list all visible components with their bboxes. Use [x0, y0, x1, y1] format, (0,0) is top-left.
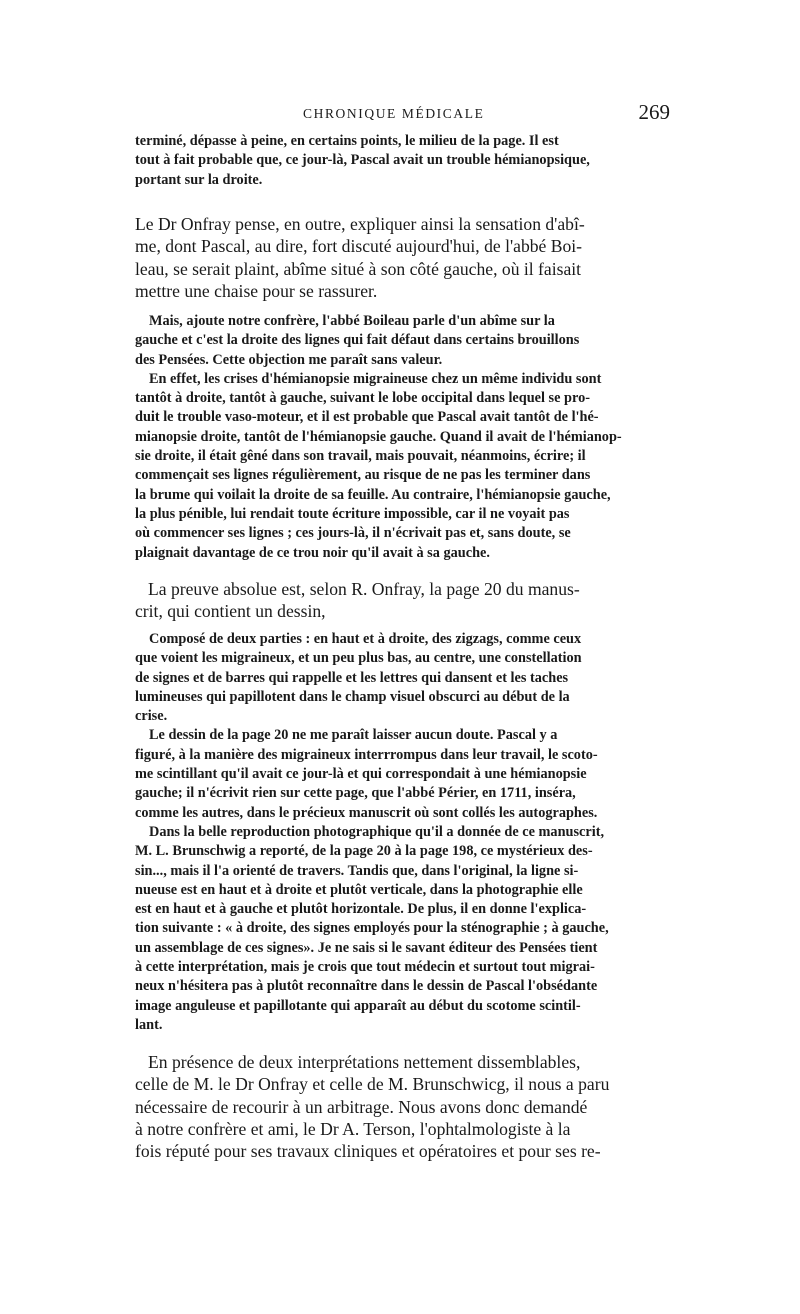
text-line: leau, se serait plaint, abîme situé à son côté gauche, où il faisait	[135, 258, 582, 279]
text-line: portant sur la droite.	[135, 171, 263, 188]
text-line: crise.	[135, 708, 168, 725]
text-line: tout à fait probable que, ce jour-là, Pascal avait un trouble hémianopsique,	[135, 152, 590, 169]
paragraph-1	[135, 132, 670, 190]
paragraph-6	[135, 1051, 670, 1162]
text-line: figuré, à la manière des migraineux interrrompus dans leur travail, le scoto-	[135, 746, 598, 763]
text-line: duit le trouble vaso-moteur, et il est probable que Pascal avait tantôt de l'hé-	[135, 409, 599, 426]
paragraph-4	[135, 578, 670, 623]
text-line: Composé de deux parties : en haut et à droite, des zigzags, comme ceux	[149, 631, 582, 647]
paragraph-2	[135, 213, 670, 302]
text-line: nueuse est en haut et à droite et plutôt verticale, dans la photographie elle	[135, 881, 583, 898]
text-line: me scintillant qu'il avait ce jour-là et qui correspondait à une hémianopsie	[135, 766, 587, 783]
text-line: à notre confrère et ami, le Dr A. Terson, l'ophtalmologiste à la	[135, 1118, 571, 1139]
text-line: commençait ses lignes régulièrement, au risque de ne pas les terminer dans	[135, 467, 591, 484]
paragraph-3	[135, 312, 670, 563]
text-line: mianopsie droite, tantôt de l'hémianopsie gauche. Quand il avait de l'hémianop-	[135, 428, 622, 445]
text-line: fois réputé pour ses travaux cliniques et opératoires et pour ses re-	[135, 1141, 601, 1162]
text-line: un assemblage de ces signes». Je ne sais si le savant éditeur des Pensées tient	[135, 939, 598, 956]
text-line: plaignait davantage de ce trou noir qu'il avait à sa gauche.	[135, 544, 490, 561]
text-line: lumineuses qui papillotent dans le champ visuel obscurci au début de la	[135, 688, 570, 705]
text-line: la brume qui voilait la droite de sa feuille. Au contraire, l'hémianopsie gauche,	[135, 486, 611, 503]
text-line: En effet, les crises d'hémianopsie migraineuse chez un même individu sont	[149, 370, 602, 387]
text-line: gauche et c'est la droite des lignes qui fait défaut dans certains brouillons	[135, 332, 580, 349]
paragraph-5	[135, 630, 670, 1035]
text-line: gauche; il n'écrivit rien sur cette page, que l'abbé Périer, en 1711, inséra,	[135, 785, 576, 802]
text-line: est en haut et à gauche et plutôt horizontale. De plus, il en donne l'explica-	[135, 901, 587, 918]
text-line: sie droite, il était gêné dans son travail, mais pouvait, néanmoins, écrire; il	[135, 448, 586, 465]
text-line: image anguleuse et papillotante qui apparaît au début du scotome scintil-	[135, 997, 581, 1014]
text-line: M. L. Brunschwig a reporté, de la page 20 à la page 198, ce mystérieux des-	[135, 843, 593, 860]
text-line: où commencer ses lignes ; ces jours-là, il n'écrivait pas et, sans doute, se	[135, 525, 571, 542]
text-line: tantôt à droite, tantôt à gauche, suivant le lobe occipital dans lequel se pro-	[135, 390, 590, 407]
text-line: neux n'hésitera pas à plutôt reconnaître dans le dessin de Pascal l'obsédante	[135, 978, 598, 995]
text-line: que voient les migraineux, et un peu plus bas, au centre, une constellation	[135, 650, 582, 667]
text-line: lant.	[135, 1016, 163, 1033]
running-head	[135, 100, 670, 128]
text-line: Le Dr Onfray pense, en outre, expliquer ainsi la sensation d'abî-	[135, 214, 585, 234]
text-line: Mais, ajoute notre confrère, l'abbé Boileau parle d'un abîme sur la	[149, 313, 555, 329]
text-line: tion suivante : « à droite, des signes employés pour la sténographie ; à gauche,	[135, 920, 609, 937]
page-number: 269	[638, 100, 670, 124]
text-line: me, dont Pascal, au dire, fort discuté aujourd'hui, de l'abbé Boi-	[135, 236, 583, 257]
text-line: mettre une chaise pour se rassurer.	[135, 280, 378, 301]
text-line: En présence de deux interprétations nettement dissemblables,	[148, 1052, 581, 1072]
text-line: La preuve absolue est, selon R. Onfray, la page 20 du manus-	[148, 579, 580, 599]
text-line: terminé, dépasse à peine, en certains points, le milieu de la page. Il est	[135, 133, 559, 149]
running-title: CHRONIQUE MÉDICALE	[303, 106, 485, 121]
text-line: crit, qui contient un dessin,	[135, 601, 326, 622]
text-line: sin..., mais il l'a orienté de travers. Tandis que, dans l'original, la ligne si-	[135, 862, 579, 879]
text-line: Dans la belle reproduction photographique qu'il a donnée de ce manuscrit,	[149, 823, 605, 840]
text-line: comme les autres, dans le précieux manuscrit où sont collés les autographes.	[135, 804, 598, 821]
text-line: de signes et de barres qui rappelle et les lettres qui dansent et les taches	[135, 669, 569, 686]
text-line: nécessaire de recourir à un arbitrage. Nous avons donc demandé	[135, 1096, 588, 1117]
text-line: à cette interprétation, mais je crois que tout médecin et surtout tout migrai-	[135, 959, 595, 976]
text-line: celle de M. le Dr Onfray et celle de M. Brunschwicg, il nous a paru	[135, 1074, 610, 1095]
text-line: Le dessin de la page 20 ne me paraît laisser aucun doute. Pascal y a	[149, 727, 558, 744]
text-line: la plus pénible, lui rendait toute écriture impossible, car il ne voyait pas	[135, 505, 570, 522]
text-line: des Pensées. Cette objection me paraît sans valeur.	[135, 351, 443, 368]
